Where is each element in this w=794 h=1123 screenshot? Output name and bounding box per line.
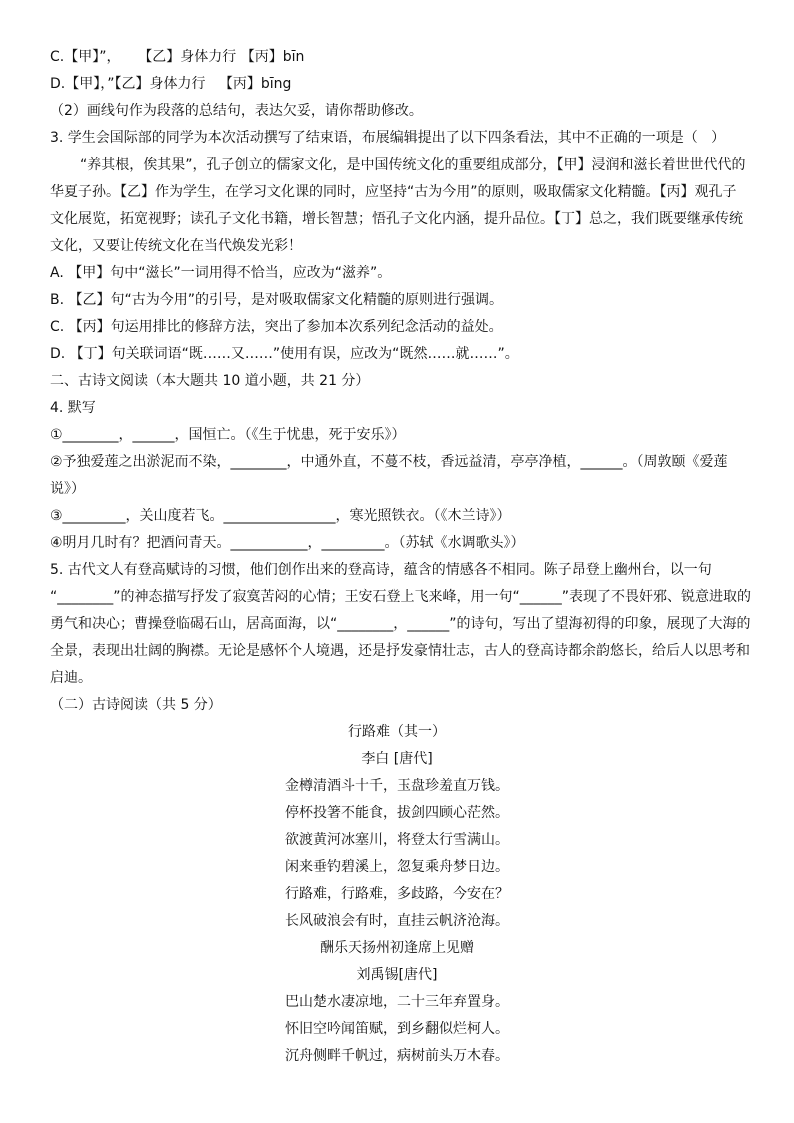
poem-1-line: 长风破浪会有时，直挂云帆济沧海。 bbox=[285, 913, 509, 929]
poem-1-line: 欲渡黄河冰塞川，将登太行雪满山。 bbox=[285, 832, 509, 848]
option-d-line: D.【甲】，”【乙】身体力行 【丙】bīng bbox=[50, 76, 292, 92]
passage-line-4: 文化，又要让传统文化在当代焕发光彩！ bbox=[50, 238, 302, 254]
fill-blank-4: ④明月几时有？把酒问青天。___________，_________。（苏轼《水调歌头》） bbox=[50, 535, 525, 551]
poem-section-heading: （二）古诗阅读（共 5 分） bbox=[50, 697, 222, 713]
fill-blank-2-cont: 说》） bbox=[50, 481, 85, 497]
option-a: A. 【甲】句中“滋长”一词用得不恰当，应改为“滋养”。 bbox=[50, 265, 392, 281]
poem-2-author: 刘禹锡[唐代] bbox=[356, 967, 438, 983]
section-2-heading: 二、古诗文阅读（本大题共 10 道小题，共 21 分） bbox=[50, 373, 370, 389]
option-d: D. 【丁】句关联词语“既……又……”使用有误，应改为“既然……就……”。 bbox=[50, 346, 519, 362]
poem-2-title: 酬乐天扬州初逢席上见赠 bbox=[320, 940, 474, 956]
poem-1-title: 行路难（其一） bbox=[348, 724, 446, 740]
question-5-line-4: 全景，表现出壮阔的胸襟。无论是感怀个人境遇，还是抒发豪情壮志，古人的登高诗都余韵悠长，给后人以思考和 bbox=[50, 643, 750, 659]
poem-1-line: 金樽清酒斗十千，玉盘珍羞直万钱。 bbox=[285, 778, 509, 794]
question-5-line-5: 启迪。 bbox=[50, 670, 92, 686]
fill-blank-2: ②予独爱莲之出淤泥而不染，________，中通外直，不蔓不枝，香远益清，亭亭净植，______。（周敦颐《爱莲 bbox=[50, 454, 728, 470]
question-5-line-3: 勇气和决心；曹操登临碣石山，居高面海，以“________，______”的诗句，写出了望海初得的印象，展现了大海的 bbox=[50, 616, 751, 632]
fill-blank-3: ③_________，关山度若飞。________________，寒光照铁衣。（《木兰诗》） bbox=[50, 508, 511, 524]
question-4-title: 4. 默写 bbox=[50, 400, 96, 416]
option-b: B. 【乙】句“古为今用”的引号，是对吸取儒家文化精髓的原则进行强调。 bbox=[50, 292, 504, 308]
poem-2-line: 沉舟侧畔千帆过，病树前头万木春。 bbox=[285, 1048, 509, 1064]
poem-1-line: 行路难，行路难，多歧路，今安在？ bbox=[285, 886, 509, 902]
question-2-sub: （2）画线句作为段落的总结句，表达欠妥，请你帮助修改。 bbox=[50, 103, 423, 119]
poem-1-line: 闲来垂钓碧溪上，忽复乘舟梦日边。 bbox=[285, 859, 509, 875]
passage-line-2: 华夏子孙。【乙】作为学生，在学习文化课的同时，应坚持“古为今用”的原则，吸取儒家文化精髓。【丙】观孔子 bbox=[50, 184, 737, 200]
passage-line-3: 文化展览，拓宽视野；读孔子文化书籍，增长智慧；悟孔子文化内涵，提升品位。【丁】总之，我们既要继承传统 bbox=[50, 211, 743, 227]
fill-blank-1: ①________，______，国恒亡。（《生于忧患，死于安乐》） bbox=[50, 427, 406, 443]
question-5-line-1: 5. 古代文人有登高赋诗的习惯，他们创作出来的登高诗，蕴含的情感各不相同。陈子昂登上幽州台，以一句 bbox=[50, 562, 712, 578]
poem-1-author: 李白 [唐代] bbox=[361, 751, 433, 767]
question-3-stem: 3. 学生会国际部的同学为本次活动撰写了结束语，布展编辑提出了以下四条看法，其中不正确的一项是（ ） bbox=[50, 130, 726, 146]
option-c-line: C.【甲】”， 【乙】身体力行 【丙】bīn bbox=[50, 49, 305, 65]
poem-2-line: 巴山楚水凄凉地，二十三年弃置身。 bbox=[285, 994, 509, 1010]
option-c: C. 【丙】句运用排比的修辞方法，突出了参加本次系列纪念活动的益处。 bbox=[50, 319, 503, 335]
passage-line-1: “养其根，俟其果”，孔子创立的儒家文化，是中国传统文化的重要组成部分，【甲】浸润和滋长着世世代代的 bbox=[80, 157, 746, 173]
poem-1-line: 停杯投箸不能食，拔剑四顾心茫然。 bbox=[285, 805, 509, 821]
question-5-line-2: “________”的神态描写抒发了寂寞苦闷的心情；王安石登上飞来峰，用一句“______”表现了不畏奸邪、锐意进取的 bbox=[50, 589, 752, 605]
poem-2-line: 怀旧空吟闻笛赋，到乡翻似烂柯人。 bbox=[285, 1021, 509, 1037]
